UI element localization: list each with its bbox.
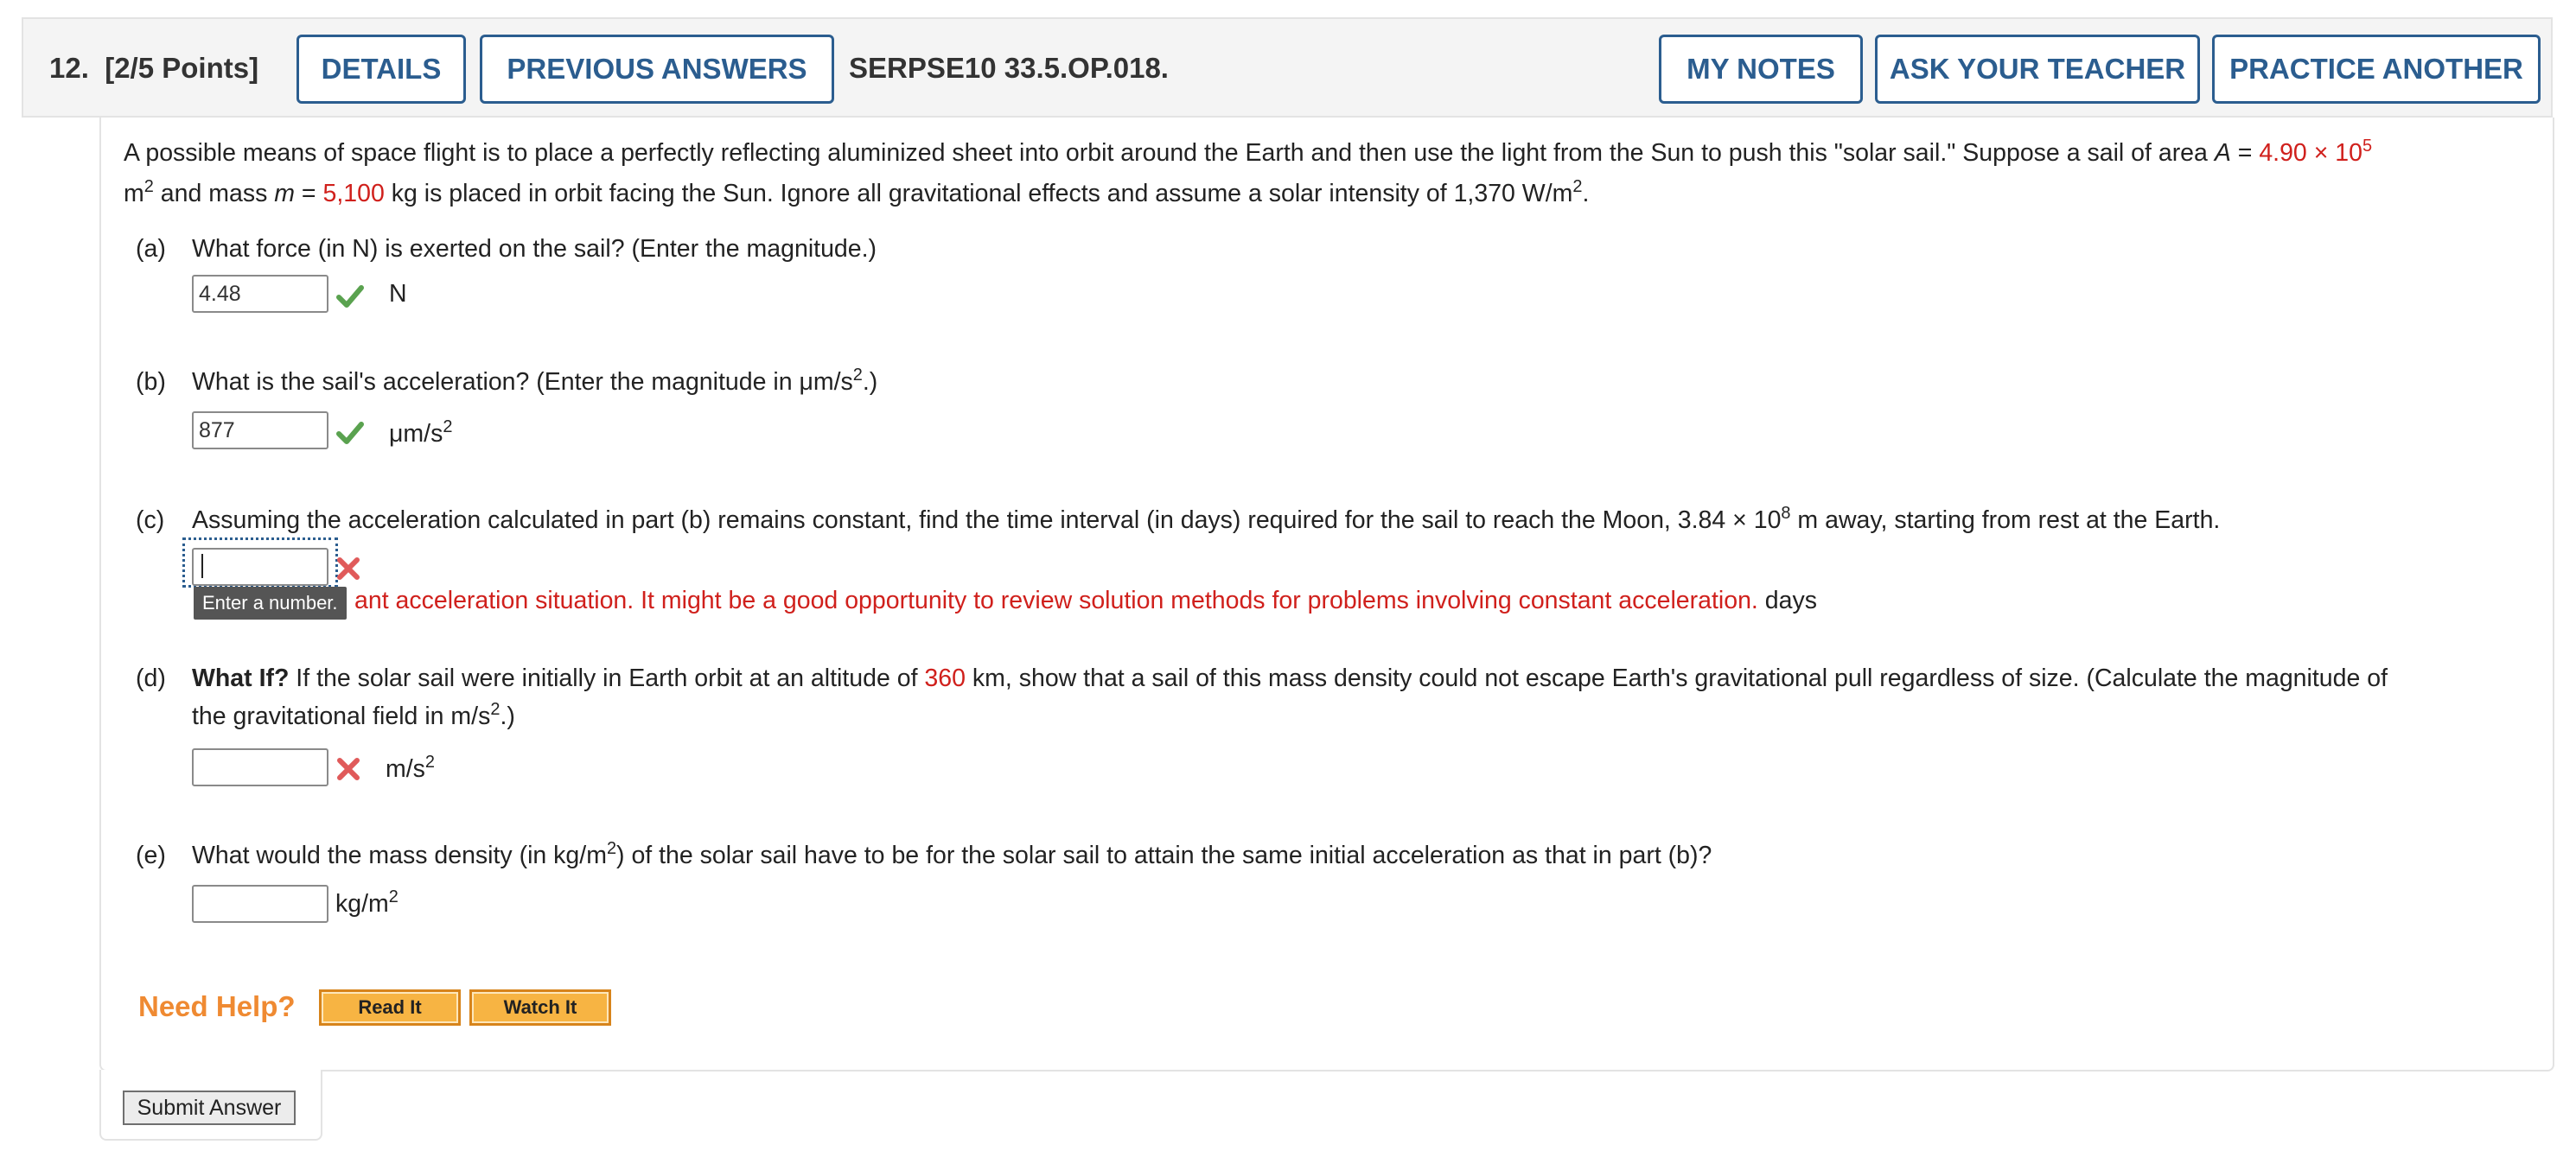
part-a-answer-input[interactable] — [192, 275, 328, 313]
practice-another-button[interactable]: PRACTICE ANOTHER — [2212, 35, 2541, 104]
my-notes-button[interactable]: MY NOTES — [1659, 35, 1863, 104]
part-e-label: (e) — [136, 842, 166, 869]
problem-line-2: $m^2$ and mass m = 5,100 kg is placed in orbit facing the Sun. Ignore all gravitational effects and assume a solar intensity of 1,370 $W/m^2$. — [124, 177, 1590, 207]
part-b-answer-input[interactable] — [192, 411, 328, 449]
part-d-answer-input[interactable] — [192, 748, 328, 786]
part-d-question-line-2: the gravitational field in $m/s^2$.) — [192, 700, 515, 730]
read-it-button[interactable]: Read It — [319, 989, 461, 1026]
part-d-unit: $m/s^2$ — [386, 753, 436, 783]
correct-check-icon — [335, 282, 365, 311]
question-points: [2/5 Points] — [105, 52, 259, 84]
part-a-unit: N — [389, 280, 407, 308]
incorrect-x-icon — [334, 554, 363, 583]
part-d-question: What If? If the solar sail were initially in Earth orbit at an altitude of 360 km, show that a sail of this mass density could not escape Earth's gravitational pull regardless of size. (Calculate the magnitude of — [192, 665, 2388, 692]
input-tooltip: Enter a number. — [194, 587, 347, 620]
part-b-question: What is the sail's acceleration? (Enter the magnitude in $\mu m/s^2$.) — [192, 366, 878, 396]
part-a-question: What force (in N) is exerted on the sail? (Enter the magnitude.) — [192, 235, 877, 263]
part-c-label: (c) — [136, 506, 165, 534]
part-c-feedback: ant acceleration situation. It might be a good opportunity to review solution methods for problems involving constant acceleration. days — [354, 587, 1817, 614]
question-number: 12. — [49, 52, 89, 84]
mass-value: 5,100 — [322, 180, 385, 207]
watch-it-button[interactable]: Watch It — [469, 989, 611, 1026]
altitude-value: 360 — [924, 665, 966, 692]
question-title — [49, 52, 258, 85]
problem-line-1: A possible means of space flight is to place a perfectly reflecting aluminized sheet into orbit around the Earth and then use the light from the Sun to push this "solar sail." Suppose a sail of area $A = 4.90 \times 10^5$ — [124, 137, 2373, 167]
correct-check-icon — [335, 418, 365, 448]
incorrect-x-icon — [334, 754, 363, 784]
part-b-label: (b) — [136, 368, 166, 396]
part-c-unit: days — [1764, 587, 1817, 614]
part-c-question: Assuming the acceleration calculated in part (b) remains constant, find the time interval (in days) required for the sail to reach the Moon, $3.84 \times 10^8$ m away, starting from rest at the Earth. — [192, 504, 2221, 534]
submit-answer-button[interactable]: Submit Answer — [123, 1091, 296, 1125]
part-e-answer-input[interactable] — [192, 885, 328, 923]
part-e-question: What would the mass density (in $kg/m^2$) of the solar sail have to be for the solar sail to attain the same initial acceleration as that in part (b)? — [192, 839, 1712, 869]
details-button[interactable]: DETAILS — [296, 35, 466, 104]
part-d-label: (d) — [136, 665, 166, 692]
part-c-answer-input[interactable] — [192, 548, 328, 586]
previous-answers-button[interactable]: PREVIOUS ANSWERS — [480, 35, 834, 104]
part-b-unit: $\mu m/s^2$ — [389, 417, 453, 448]
text-cursor — [201, 554, 203, 578]
question-header — [22, 17, 2553, 118]
question-code: SERPSE10 33.5.OP.018. — [849, 52, 1169, 84]
part-e-unit: $kg/m^2$ — [335, 887, 399, 918]
ask-your-teacher-button[interactable]: ASK YOUR TEACHER — [1875, 35, 2200, 104]
part-a-label: (a) — [136, 235, 166, 263]
need-help-label: Need Help? — [138, 990, 296, 1022]
area-value: $4.90 \times 10^5$ — [2259, 137, 2373, 167]
